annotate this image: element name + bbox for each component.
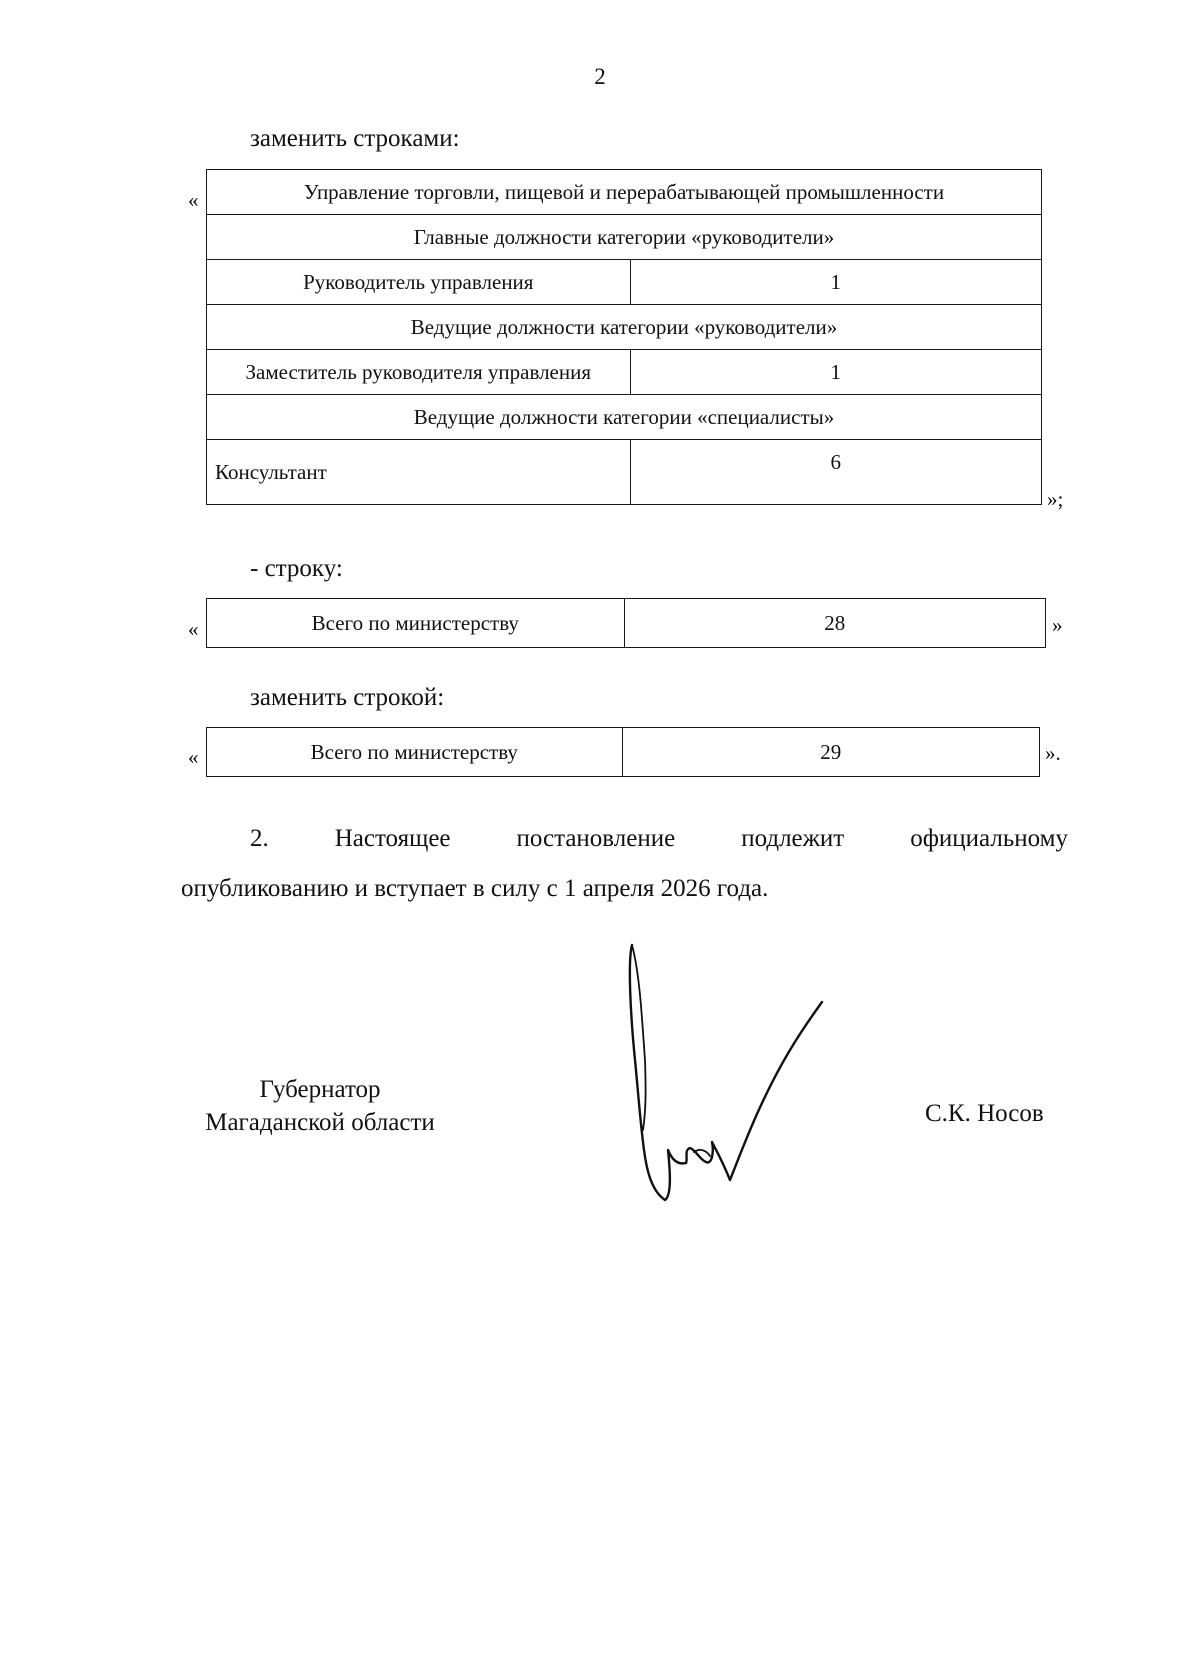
page-number: 2 — [594, 64, 606, 89]
position-cell: Заместитель руководителя управления — [207, 350, 631, 395]
paragraph-word: официальному — [910, 825, 1068, 852]
count-cell: 1 — [630, 350, 1041, 395]
total-label-cell: Всего по министерству — [207, 728, 623, 777]
category-header: Ведущие должности категории «специалисты» — [207, 395, 1042, 440]
position-cell: Консультант — [207, 440, 631, 505]
open-quote: « — [188, 745, 199, 769]
category-header: Главные должности категории «руководители» — [207, 215, 1042, 260]
paragraph-word: Настоящее — [334, 825, 451, 852]
signatory-name: С.К. Носов — [925, 1100, 1044, 1127]
open-quote: « — [188, 188, 199, 212]
position-cell: Руководитель управления — [207, 260, 631, 305]
close-quote: »; — [1047, 487, 1064, 511]
close-quote: » — [1052, 613, 1063, 637]
count-cell: 1 — [630, 260, 1041, 305]
section-header: Управление торговли, пищевой и перерабатывающей промышленности — [207, 170, 1042, 215]
category-header: Ведущие должности категории «руководители» — [207, 305, 1042, 350]
signatory-title-line-2: Магаданской области — [205, 1109, 435, 1136]
total-value-cell: 29 — [622, 728, 1039, 777]
signatory-title-line-1: Губернатор — [259, 1076, 381, 1103]
replace-rows-label: заменить строками: — [250, 125, 460, 152]
total-label-cell: Всего по министерству — [207, 599, 625, 648]
count-cell: 6 — [630, 440, 1041, 505]
total-value-cell: 28 — [624, 599, 1045, 648]
row-label: - строку: — [250, 555, 343, 582]
paragraph-number: 2. — [250, 825, 269, 852]
paragraph-word: подлежит — [741, 825, 845, 852]
close-quote: ». — [1045, 741, 1061, 765]
open-quote: « — [188, 617, 199, 641]
paragraph-word: постановление — [516, 825, 676, 852]
paragraph-2-line-2: опубликованию и вступает в силу с 1 апреля 2026 года. — [181, 875, 769, 902]
replace-row-label: заменить строкой: — [250, 684, 445, 711]
